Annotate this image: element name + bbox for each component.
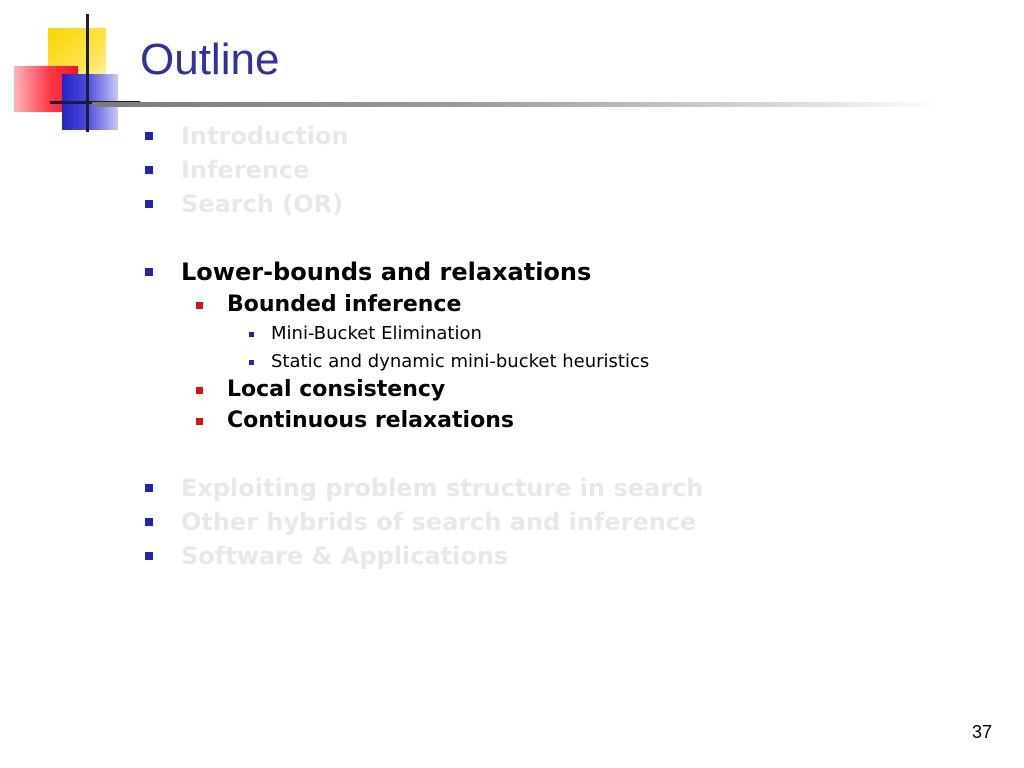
square-bullet-icon (196, 387, 203, 394)
slide-logo (0, 0, 140, 140)
outline-subitem-label: Bounded inference (227, 292, 462, 317)
page-number: 37 (971, 722, 992, 742)
square-bullet-icon (145, 518, 153, 526)
outline-item-label: Exploiting problem structure in search (181, 474, 704, 502)
square-bullet-icon (145, 552, 153, 560)
outline-item-label: Inference (181, 156, 310, 184)
outline-item-label: Software & Applications (181, 542, 509, 570)
square-bullet-icon (145, 200, 153, 208)
square-bullet-icon (145, 484, 153, 492)
square-bullet-icon (145, 268, 153, 276)
outline-subsubitem-label: Static and dynamic mini-bucket heuristics (271, 351, 650, 372)
outline-item-label: Search (OR) (181, 190, 344, 218)
outline-subitem-label: Continuous relaxations (227, 408, 514, 433)
square-bullet-icon (145, 132, 153, 140)
outline-subitem-label: Local consistency (227, 377, 446, 402)
outline-item-label: Introduction (181, 122, 349, 150)
square-bullet-icon (196, 418, 203, 425)
outline-item-label: Lower-bounds and relaxations (181, 258, 592, 286)
outline-item-label: Other hybrids of search and inference (181, 508, 697, 536)
square-bullet-icon (145, 166, 153, 174)
outline-subsubitem-label: Mini-Bucket Elimination (271, 323, 482, 344)
square-bullet-icon (196, 302, 203, 309)
square-bullet-icon (249, 332, 254, 337)
logo-vertical-line (86, 14, 89, 132)
slide-title: Outline (140, 35, 280, 84)
square-bullet-icon (249, 360, 254, 365)
title-divider (92, 102, 942, 107)
